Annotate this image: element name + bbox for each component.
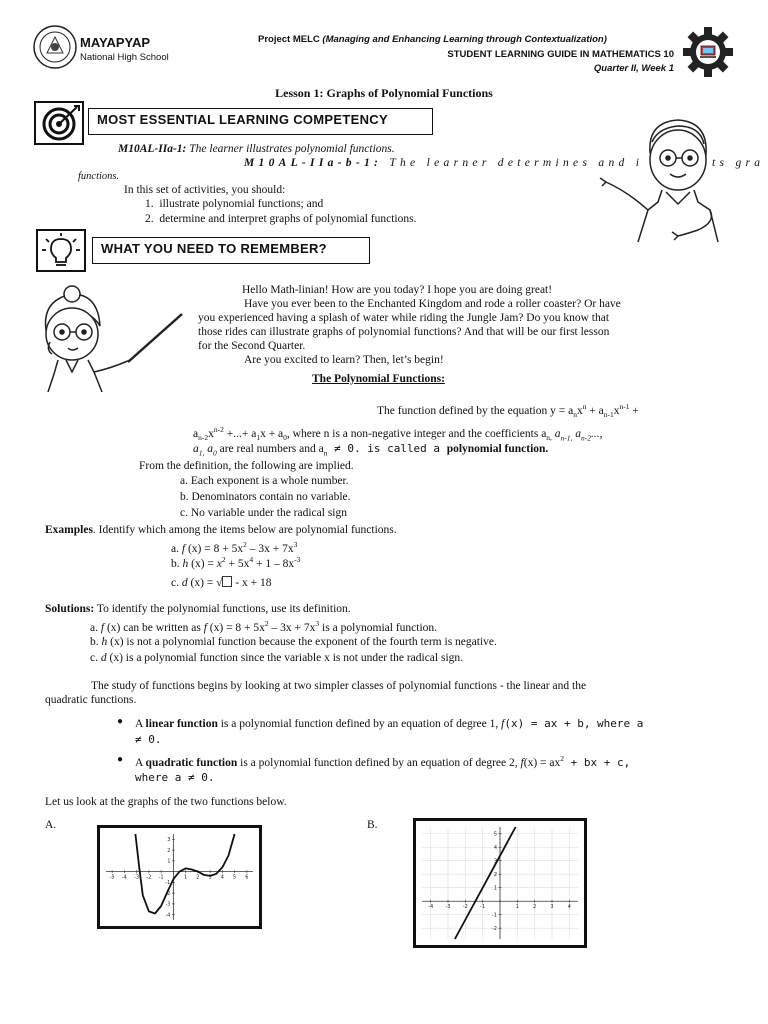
- quarter-label: Quarter II, Week 1: [593, 63, 674, 74]
- solution-b: b. h (x) is not a polynomial function because the exponent of the fourth term is negative.: [90, 636, 497, 648]
- bullet-dot-2: ●: [117, 754, 124, 765]
- greeting-paragraph: Hello Math-linian! How are you today? I hope you are doing great!: [242, 284, 553, 296]
- y-tick-label: -2: [165, 890, 171, 897]
- story-line-3: those rides can illustrate graphs of polynomial functions? And that will be our first lesson: [198, 326, 610, 338]
- x-tick-label: 3: [208, 874, 212, 881]
- function-curve: [455, 827, 516, 939]
- y-tick-label: -1: [492, 912, 497, 919]
- x-tick-label: 3: [550, 904, 554, 911]
- graph-b-label: B.: [367, 819, 378, 831]
- x-tick-label: -1: [158, 874, 164, 881]
- guide-title: STUDENT LEARNING GUIDE IN MATHEMATICS 10: [447, 49, 674, 60]
- x-tick-label: -5: [109, 874, 115, 881]
- school-name: MAYAPYAP: [80, 35, 151, 50]
- gear-logo-icon: [683, 27, 733, 77]
- graph-a-frame: [97, 825, 262, 929]
- implied-item-b: b. Denominators contain no variable.: [180, 491, 351, 503]
- excited-paragraph: Are you excited to learn? Then, let’s begin!: [244, 354, 444, 366]
- competency-item-2: M10AL-IIa-b-1: The learner determines and i: [244, 157, 644, 169]
- x-tick-label: 2: [196, 874, 200, 881]
- x-tick-label: 4: [220, 874, 224, 881]
- quadratic-function-bullet: A quadratic function is a polynomial function defined by an equation of degree 2, $f(x) = ax^2$ + bx + c,: [135, 754, 631, 769]
- polynomial-heading: The Polynomial Functions:: [312, 373, 445, 385]
- school-seal: [33, 25, 77, 69]
- goal-item-2: 2. determine and interpret graphs of polynomial functions.: [145, 213, 417, 225]
- y-tick-label: -4: [165, 912, 171, 919]
- x-tick-label: 6: [245, 874, 249, 881]
- x-tick-label: -1: [480, 904, 486, 911]
- teacher-girl-illustration: [32, 282, 190, 392]
- y-tick-label: 3: [493, 858, 497, 865]
- graph-a-label: A.: [45, 819, 57, 831]
- graphs-intro: Let us look at the graphs of the two functions below.: [45, 796, 287, 808]
- x-tick-label: 5: [233, 874, 237, 881]
- x-tick-label: 4: [567, 904, 571, 911]
- competency-item-2-tail: ts gra: [712, 157, 765, 169]
- definition-line-1: The function defined by the equation $y = a_nx^n + a_{n-1}x^{n-1}$ +: [377, 402, 639, 420]
- story-line-1: Have you ever been to the Enchanted Kingdom and rode a roller coaster? Or have: [244, 298, 621, 310]
- solution-c: c. d (x) is a polynomial function since the variable x is not under the radical sign.: [90, 652, 464, 664]
- x-tick-label: -3: [445, 904, 451, 911]
- story-line-2: you experienced having a splash of water while riding the Jungle Jam? Do you know that: [198, 312, 610, 324]
- x-tick-label: 1: [184, 874, 188, 881]
- lesson-title: Lesson 1: Graphs of Polynomial Functions: [275, 86, 493, 100]
- y-tick-label: 3: [167, 837, 171, 844]
- y-tick-label: 1: [167, 858, 171, 865]
- story-line-4: for the Second Quarter.: [198, 340, 306, 352]
- y-tick-label: -1: [165, 880, 171, 887]
- implied-intro: From the definition, the following are implied.: [139, 460, 354, 472]
- x-tick-label: 1: [515, 904, 519, 911]
- y-tick-label: 4: [493, 845, 497, 852]
- solution-a: a. f (x) can be written as f $(x) = 8 + 5x^2 - 3x + 7x^3$ is a polynomial function.: [90, 619, 438, 634]
- definition-line-2: $a_{n-2}x^{n-2}$ +...+ $a_1x + a_0$, where n is a non-negative integer and the coefficients $a_{n,}$ $a_{n-1,}$ $a_{n-2}$...,: [193, 425, 603, 443]
- y-tick-label: 2: [493, 872, 497, 879]
- x-tick-label: -4: [428, 904, 434, 911]
- bullet-dot-1: ●: [117, 716, 124, 727]
- linear-function-bullet: A linear function is a polynomial function defined by an equation of degree 1, f(x) = ax + b, where a: [135, 717, 644, 730]
- study-line-1: The study of functions begins by looking at two simpler classes of polynomial functions - the linear and the: [91, 680, 587, 692]
- example-a: a. f $(x) = 8 + 5x^2 - 3x + 7x^3$: [171, 540, 298, 555]
- x-tick-label: -2: [462, 904, 468, 911]
- examples-intro: Examples. Identify which among the items below are polynomial functions.: [45, 524, 397, 536]
- linear-function-wrap: ≠ 0.: [135, 733, 162, 746]
- study-line-2: quadratic functions.: [45, 694, 137, 706]
- example-b: b. h $(x) = x^2 + 5x^4 + 1 - 8x^{-3}$: [171, 555, 301, 570]
- solutions-intro: Solutions: To identify the polynomial functions, use its definition.: [45, 603, 351, 615]
- linear-graph-b: [416, 821, 584, 945]
- competency-intro: In this set of activities, you should:: [124, 184, 286, 196]
- y-tick-label: 5: [493, 831, 497, 838]
- graph-b-frame: [413, 818, 587, 948]
- remember-banner: WHAT YOU NEED TO REMEMBER?: [92, 237, 370, 264]
- y-tick-label: 1: [493, 885, 497, 892]
- project-line: Project MELC (Managing and Enhancing Learning through Contextualization): [258, 34, 607, 45]
- competency-banner: MOST ESSENTIAL LEARNING COMPETENCY: [88, 108, 433, 135]
- x-tick-label: -3: [134, 874, 140, 881]
- implied-item-c: c. No variable under the radical sign: [180, 507, 348, 519]
- y-tick-label: -3: [165, 901, 171, 908]
- goal-item-1: 1. illustrate polynomial functions; and: [145, 198, 324, 210]
- y-tick-label: -2: [492, 926, 497, 933]
- lightbulb-icon: [36, 229, 86, 272]
- competency-item-2-wrap: functions.: [78, 171, 120, 182]
- definition-line-3: $a_{1,}$ $a_0$ are real numbers and $a_n \ne 0$. is called a polynomial function.: [193, 442, 549, 458]
- teacher-boy-illustration: [598, 112, 728, 247]
- polynomial-graph-a: [100, 828, 259, 926]
- competency-item-1: M10AL-IIa-1: The learner illustrates polynomial functions.: [118, 143, 395, 155]
- quadratic-function-wrap: where a ≠ 0.: [135, 771, 215, 784]
- example-c: c. d (x) = √ - x + 18: [171, 577, 272, 589]
- y-tick-label: 2: [167, 847, 171, 854]
- target-icon: [34, 101, 84, 145]
- implied-item-a: a. Each exponent is a whole number.: [180, 475, 349, 487]
- x-tick-label: -2: [146, 874, 152, 881]
- x-tick-label: -4: [121, 874, 127, 881]
- school-subtitle: National High School: [80, 52, 169, 63]
- x-tick-label: 2: [533, 904, 537, 911]
